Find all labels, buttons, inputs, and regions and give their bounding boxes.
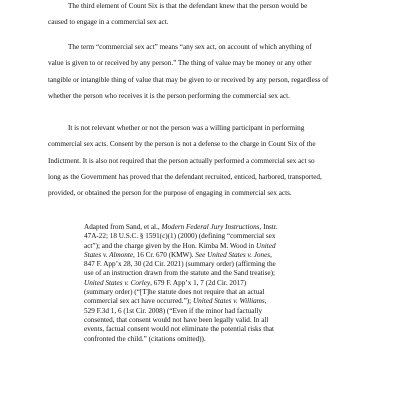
source-note-text: Adapted from Sand, et al., — [84, 223, 162, 231]
paragraph-line: value is given to or received by any person.” The thing of value may be money or any other — [48, 59, 312, 68]
paragraph-commercial-sex-act-definition — [48, 39, 354, 104]
paragraph-line: It is not relevant whether or not the person was a willing participant in performing — [68, 124, 305, 132]
paragraph-line: long as the Government has proved that the defendant recruited, enticed, harbored, transported, — [48, 172, 322, 181]
source-note-line — [84, 251, 320, 260]
source-note-text: act”); and the charge given by the Hon. Kimba M. Wood in — [84, 241, 257, 250]
source-note-line — [84, 297, 320, 306]
case-citation-italic: United States v. Corley — [84, 278, 151, 287]
paragraph-line: whether the person who receives it is the person performing the commercial sex act. — [48, 91, 290, 100]
paragraph-line: The third element of Count Six is that the defendant knew that the person would be — [68, 2, 308, 10]
source-note-text: consented, that consent would not have been legally valid. In all — [84, 315, 269, 324]
paragraph-line: provided, or obtained the person for the purpose of engaging in commercial sex acts. — [48, 189, 292, 198]
source-note-text: , 679 F. App’x 1, 7 (2d Cir. 2017) — [150, 278, 247, 287]
case-citation-italic: See United States v. Jones — [195, 250, 271, 259]
case-citation-italic: Modern Federal Jury Instructions — [161, 223, 260, 231]
case-citation-italic: States v. Almonte — [84, 250, 134, 259]
case-citation-italic: United — [256, 241, 276, 250]
paragraph-line: commercial sex acts. Consent by the person is not a defense to the charge in Count Six of the — [48, 140, 316, 149]
source-note-text: commercial sex act have occurred.”); — [84, 297, 193, 306]
source-note-line — [84, 325, 320, 334]
source-note-line — [84, 335, 320, 344]
source-note-block — [84, 223, 320, 344]
paragraph-line: tangible or intangible thing of value that may be given to or received by any person, regardless of — [48, 75, 329, 84]
paragraph-line: Indictment. It is also not required that the person actually performed a commercial sex act so — [48, 156, 315, 165]
paragraph-willing-participant — [48, 120, 354, 201]
source-note-line — [84, 288, 320, 297]
source-note-text: confronted the child.” (citations omitted)). — [84, 334, 206, 343]
paragraph-line: The term “commercial sex act” means “any sex act, on account of which anything of — [68, 43, 312, 51]
source-note-text: , Instr. — [259, 223, 278, 231]
source-note-text: , 16 Cr. 670 (KMW). — [133, 250, 196, 259]
source-note-line — [84, 223, 320, 232]
source-note-line — [84, 316, 320, 325]
source-note-text: 847 F. App’x 28, 30 (2d Cir. 2021) (summary order) (affirming the — [84, 260, 276, 269]
source-note-line — [84, 269, 320, 278]
case-citation-italic: United States v. Williams — [192, 297, 265, 306]
source-note-text: 47A-22; 18 U.S.C. § 1591(c)(1) (2000) (defining “commercial sex — [84, 232, 276, 241]
source-note-line — [84, 242, 320, 251]
paragraph-line: caused to engage in a commercial sex act. — [48, 18, 169, 27]
source-note-text: (summary order) (“[T]he statute does not require that an actual — [84, 288, 265, 297]
paragraph-third-element — [48, 0, 354, 31]
source-note-line — [84, 307, 320, 316]
source-note-text: use of an instruction drawn from the statute and the Sand treatise); — [84, 269, 276, 278]
source-note-line — [84, 232, 320, 241]
source-note-text: , — [264, 297, 267, 306]
source-note-text: events, factual consent would not eliminate the potential risks that — [84, 325, 275, 334]
source-note-text: , — [270, 250, 272, 259]
source-note-text: 529 F.3d 1, 6 (1st Cir. 2008) (“Even if the minor had factually — [84, 306, 263, 315]
source-note-line — [84, 279, 320, 288]
source-note-line — [84, 260, 320, 269]
